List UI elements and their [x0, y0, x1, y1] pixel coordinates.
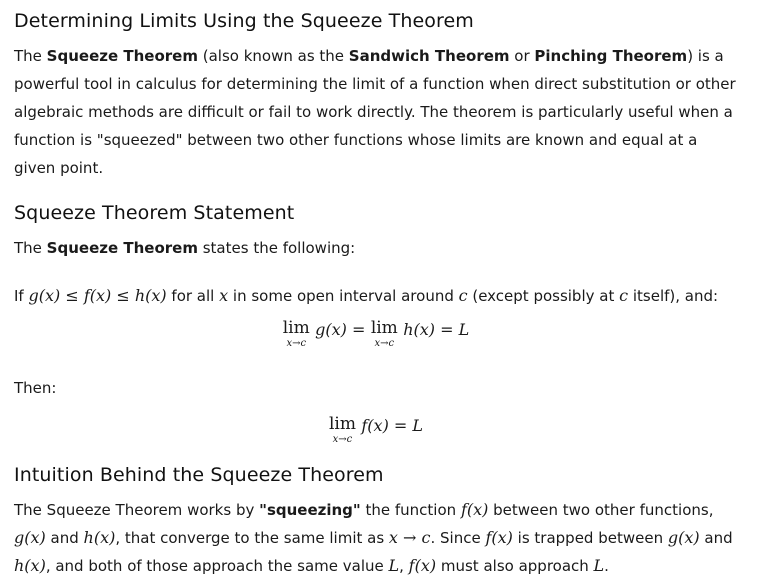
- statement-paragraph: The Squeeze Theorem states the following:: [14, 239, 356, 257]
- intuition-paragraph: The Squeeze Theorem works by "squeezing" the function f(x) between two other functions, g(x) and h(x), that converge to the same limit as x → c. Since f(x) is trapped between g(x) and h(x), and both of those approach the same value L, f(x) must also approach L.: [14, 500, 733, 575]
- limit-equation-2: lim x→c f(x) = L: [328, 414, 424, 445]
- then-label: Then:: [14, 379, 57, 397]
- section-heading-intuition: Intuition Behind the Squeeze Theorem: [14, 464, 384, 486]
- limit-equation-1: lim x→c g(x) = lim x→c h(x) = L: [282, 318, 470, 349]
- condition-paragraph: If g(x) ≤ f(x) ≤ h(x) for all x in some open interval around c (except possibly at c itself), and:: [14, 286, 719, 305]
- intro-paragraph: The Squeeze Theorem (also known as the Sandwich Theorem or Pinching Theorem) is a powerful tool in calculus for determining the limit of a function when direct substitution or other algebraic methods are difficult or fail to work directly. The theorem is particularly useful when a function is "squeezed" between two other functions whose limits are known and equal at a given point.: [14, 47, 736, 177]
- page-title: Determining Limits Using the Squeeze Theorem: [14, 10, 474, 32]
- section-heading-statement: Squeeze Theorem Statement: [14, 202, 295, 224]
